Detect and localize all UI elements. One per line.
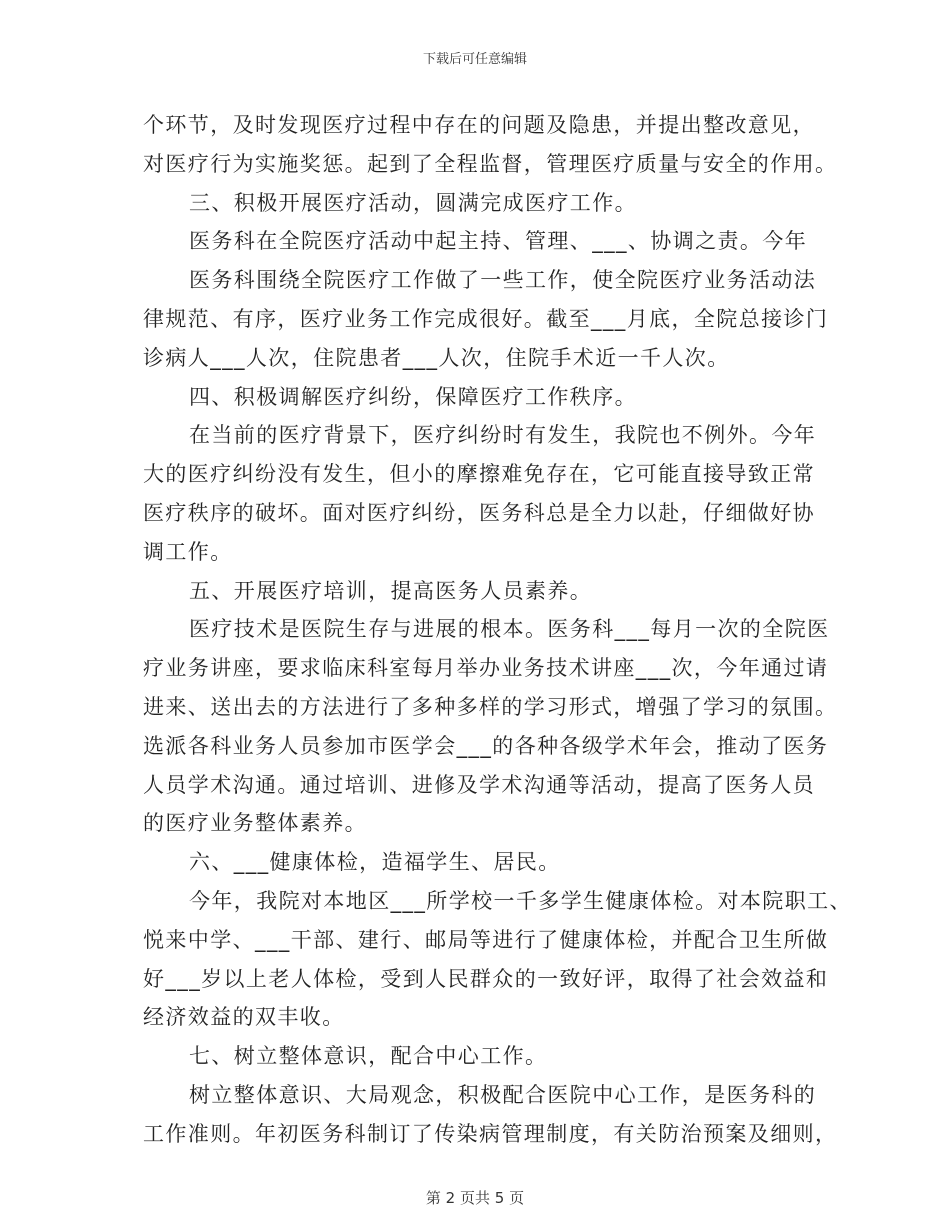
text-line: 医务科在全院医疗活动中起主持、管理、___、协调之责。今年 [189, 229, 808, 254]
text-line: 对医疗行为实施奖惩。起到了全程监督，管理医疗质量与安全的作用。 [143, 151, 838, 176]
text-line: 今年，我院对本地区___所学校一千多学生健康体检。对本院职工、 [189, 888, 852, 913]
text-line: 人员学术沟通。通过培训、进修及学术沟通等活动，提高了医务人员 [143, 772, 815, 797]
text-line: 医疗技术是医院生存与进展的根本。医务科___每月一次的全院医 [189, 617, 830, 642]
text-line: 六、___健康体检，造福学生、居民。 [189, 850, 561, 875]
text-line: 调工作。 [143, 539, 233, 564]
text-line: 树立整体意识、大局观念，积极配合医院中心工作，是医务科的 [189, 1082, 817, 1107]
text-line: 诊病人___人次，住院患者___人次，住院手术近一千人次。 [143, 345, 730, 370]
text-line: 疗业务讲座，要求临床科室每月举办业务技术讲座___次，今年通过请 [143, 656, 829, 681]
text-line: 选派各科业务人员参加市医学会___的各种各级学术年会，推动了医务 [143, 733, 829, 758]
text-line: 的医疗业务整体素养。 [143, 811, 367, 836]
text-line: 工作准则。年初医务科制订了传染病管理制度，有关防治预案及细则， [143, 1121, 838, 1146]
text-line: 在当前的医疗背景下，医疗纠纷时有发生，我院也不例外。今年 [189, 423, 817, 448]
text-line: 医疗秩序的破坏。面对医疗纠纷，医务科总是全力以赴，仔细做好协 [143, 500, 815, 525]
text-line: 个环节，及时发现医疗过程中存在的问题及隐患，并提出整改意见， [143, 113, 815, 137]
text-line: 大的医疗纠纷没有发生，但小的摩擦难免存在，它可能直接导致正常 [143, 462, 815, 487]
text-line: 七、树立整体意识，配合中心工作。 [189, 1044, 548, 1069]
text-line: 好___岁以上老人体检，受到人民群众的一致好评，取得了社会效益和 [143, 966, 829, 991]
document-body [143, 106, 852, 1154]
text-line: 三、积极开展医疗活动，圆满完成医疗工作。 [189, 190, 637, 215]
text-line: 律规范、有序，医疗业务工作完成很好。截至___月底，全院总接诊门 [143, 306, 829, 331]
text-line: 五、开展医疗培训，提高医务人员素养。 [189, 578, 593, 603]
page-footer: 第 2 页共 5 页 [425, 1189, 525, 1207]
text-line: 进来、送出去的方法进行了多种多样的学习形式，增强了学习的氛围。 [143, 694, 838, 719]
text-line: 医务科围绕全院医疗工作做了一些工作，使全院医疗业务活动法 [189, 268, 817, 293]
text-line: 经济效益的双丰收。 [143, 1005, 345, 1030]
text-line: 四、积极调解医疗纠纷，保障医疗工作秩序。 [189, 384, 637, 409]
page-header: 下载后可任意编辑 [422, 52, 527, 67]
text-line: 悦来中学、___干部、建行、邮局等进行了健康体检，并配合卫生所做 [143, 927, 829, 952]
